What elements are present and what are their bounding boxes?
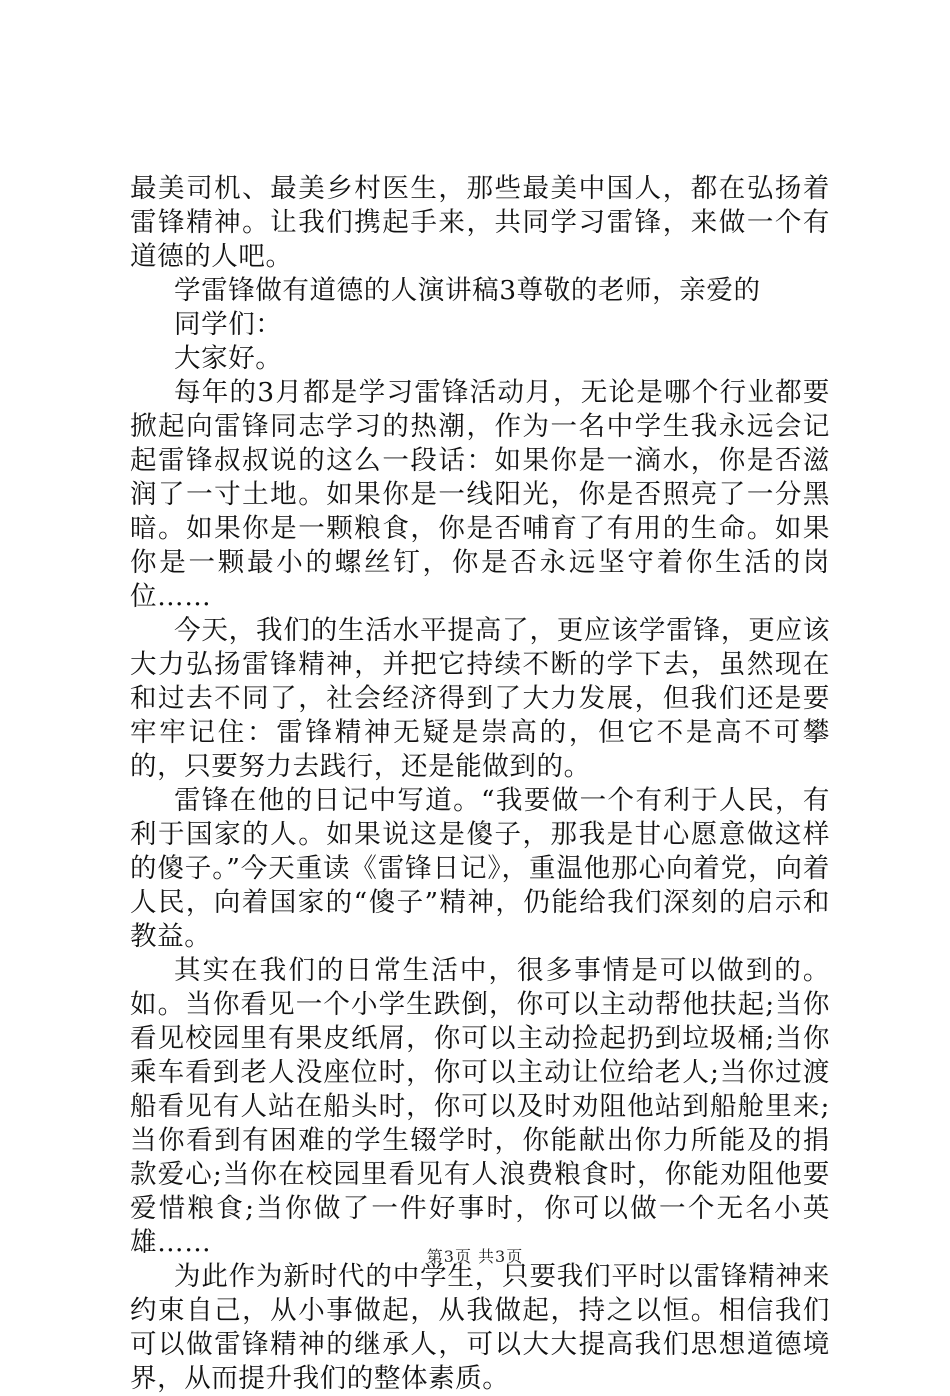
paragraph-speech-title: 学雷锋做有道德的人演讲稿3尊敬的老师，亲爱的: [174, 275, 761, 306]
paragraph-salutation: 同学们：: [174, 309, 283, 340]
page-footer: 第3页 共3页: [426, 1247, 524, 1266]
paragraph-body-2: 今天，我们的生活水平提高了，更应该学雷锋，更应该大力弘扬雷锋精神，并把它持续不断的学下去，虽然现在和过去不同了，社会经济得到了大力发展，但我们还是要牢牢记住：雷锋精神无疑是崇高的，但它不是高不可攀的，只要努力去践行，还是能做到的。: [130, 615, 830, 782]
document-body: [130, 172, 830, 1396]
paragraph-greeting: 大家好。: [174, 343, 283, 374]
paragraph-body-4: 其实在我们的日常生活中，很多事情是可以做到的。如。当你看见一个小学生跌倒，你可以主动帮他扶起;当你看见校园里有果皮纸屑，你可以主动捡起扔到垃圾桶;当你乘车看到老人没座位时，你可以主动让位给老人;当你过渡船看见有人站在船头时，你可以及时劝阻他站到船舱里来;当你看到有困难的学生辍学时，你能献出你力所能及的捐款爱心;当你在校园里看见有人浪费粮食时，你能劝阻他要爱惜粮食;当你做了一件好事时，你可以做一个无名小英雄……: [130, 955, 830, 1258]
paragraph-closing-previous: 最美司机、最美乡村医生，那些最美中国人，都在弘扬着雷锋精神。让我们携起手来，共同学习雷锋，来做一个有道德的人吧。: [130, 173, 830, 272]
paragraph-body-3: 雷锋在他的日记中写道。“我要做一个有利于人民，有利于国家的人。如果说这是傻子，那我是甘心愿意做这样的傻子。”今天重读《雷锋日记》，重温他那心向着党，向着人民，向着国家的“傻子”精神，仍能给我们深刻的启示和教益。: [130, 785, 830, 952]
paragraph-body-5: 为此作为新时代的中学生，只要我们平时以雷锋精神来约束自己，从小事做起，从我做起，持之以恒。相信我们可以做雷锋精神的继承人，可以大大提高我们思想道德境界，从而提升我们的整体素质。: [130, 1261, 830, 1394]
paragraph-body-1: 每年的3月都是学习雷锋活动月，无论是哪个行业都要掀起向雷锋同志学习的热潮，作为一名中学生我永远会记起雷锋叔叔说的这么一段话：如果你是一滴水，你是否滋润了一寸土地。如果你是一线阳光，你是否照亮了一分黑暗。如果你是一颗粮食，你是否哺育了有用的生命。如果你是一颗最小的螺丝钉，你是否永远坚守着你生活的岗位……: [130, 377, 830, 612]
